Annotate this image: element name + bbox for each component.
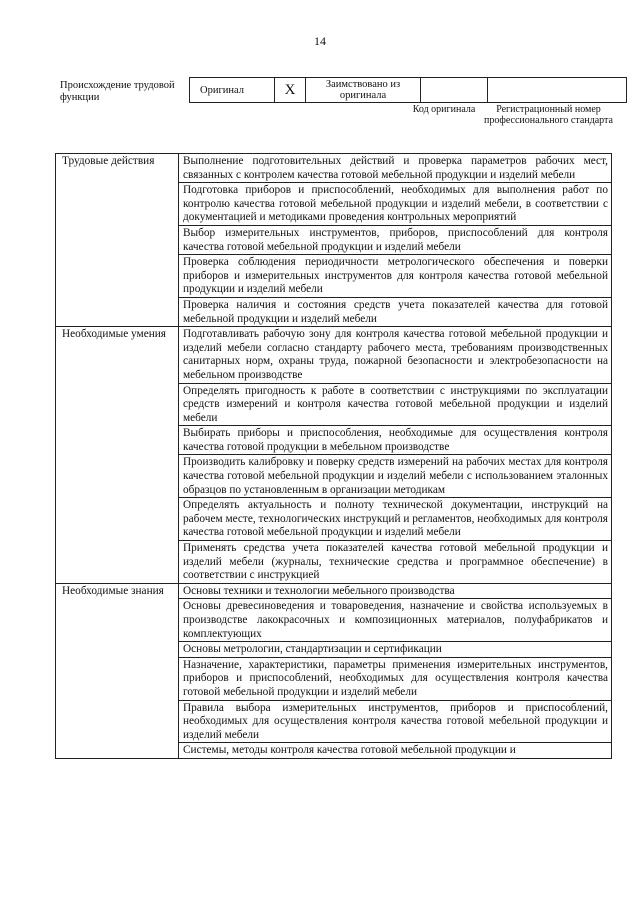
list-item-text: Системы, методы контроля качества готовой мебельной продукции и	[183, 744, 516, 757]
section-label-knowledge: Необходимые знания	[56, 583, 179, 759]
list-item: Основы древесиноведения и товароведения, назначение и свойства используемых в производстве лакокрасочных и композиционных материалов, полуфабрикатов и комплектующих	[179, 599, 612, 642]
table-row	[56, 327, 612, 383]
table-row	[56, 154, 612, 183]
list-item: Определять пригодность к работе в соответствии с инструкциями по эксплуатации средств измерений и контроля качества готовой мебельной продукции и изделий мебели	[179, 383, 612, 426]
section-label-skills: Необходимые умения	[56, 327, 179, 584]
origin-table	[189, 77, 627, 103]
list-item: Проверка наличия и состояния средств учета показателей качества для готовой мебельной продукции и изделий мебели	[179, 297, 612, 326]
list-item: Применять средства учета показателей качества готовой мебельной продукции и изделий мебели (журналы, технические средства и программное обеспечение) в соответствии с инструкцией	[179, 541, 612, 584]
reg-caption: Регистрационный номер профессионального стандарта	[484, 104, 613, 126]
table-row	[56, 583, 612, 599]
list-item: Выполнение подготовительных действий и проверка параметров рабочих мест, связанных с контролем качества готовой мебельной продукции и изделий мебели	[179, 154, 612, 183]
list-item: Основы метрологии, стандартизации и сертификации	[179, 642, 612, 658]
list-item: Выбирать приборы и приспособления, необходимые для осуществления контроля качества готовой продукции в мебельном производстве	[179, 426, 612, 455]
list-item: Основы техники и технологии мебельного производства	[179, 583, 612, 599]
list-item: Выбор измерительных инструментов, приборов, приспособлений для контроля качества готовой мебельной продукции и изделий мебели	[179, 225, 612, 254]
code-cell	[421, 78, 488, 103]
borrowed-cell: Заимствовано из оригинала	[306, 78, 421, 103]
list-item	[179, 743, 612, 759]
page-number: 14	[314, 34, 326, 48]
function-table	[55, 153, 612, 759]
original-mark: X	[275, 78, 306, 103]
list-item: Производить калибровку и поверку средств измерений на рабочих местах для контроля качества готовой мебельной продукции и изделий мебели с использованием эталонных образцов по установленным в организации методикам	[179, 455, 612, 498]
list-item: Правила выбора измерительных инструментов, приборов и приспособлений, необходимых для осуществления контроля качества готовой мебельной продукции и изделий мебели	[179, 700, 612, 743]
list-item: Определять актуальность и полноту технической документации, инструкций на рабочем месте, технологических инструкций и регламентов, необходимых для контроля качества готовой мебельной продукции и изделий мебели	[179, 498, 612, 541]
list-item: Подготовка приборов и приспособлений, необходимых для выполнения работ по контролю качества готовой мебельной продукции и изделий мебели, в соответствии с документацией и методиками проведения контрольных мероприятий	[179, 183, 612, 226]
section-label-actions: Трудовые действия	[56, 154, 179, 327]
list-item: Проверка соблюдения периодичности метрологического обеспечения и поверки приборов и измерительных инструментов для контроля качества готовой мебельной продукции и изделий мебели	[179, 255, 612, 298]
original-cell: Оригинал	[190, 78, 275, 103]
list-item: Подготавливать рабочую зону для контроля качества готовой мебельной продукции и изделий мебели согласно стандарту рабочего места, требованиям производственных санитарных норм, охраны труда, пожарной безопасности и электробезопасности на мебельном производстве	[179, 327, 612, 383]
list-item: Назначение, характеристики, параметры применения измерительных инструментов, приборов и приспособлений, необходимых для осуществления контроля качества готовой мебельной продукции и изделий мебели	[179, 657, 612, 700]
reg-number-cell	[488, 78, 627, 103]
origin-label: Происхождение трудовой функции	[60, 80, 175, 103]
code-caption: Код оригинала	[412, 104, 476, 115]
